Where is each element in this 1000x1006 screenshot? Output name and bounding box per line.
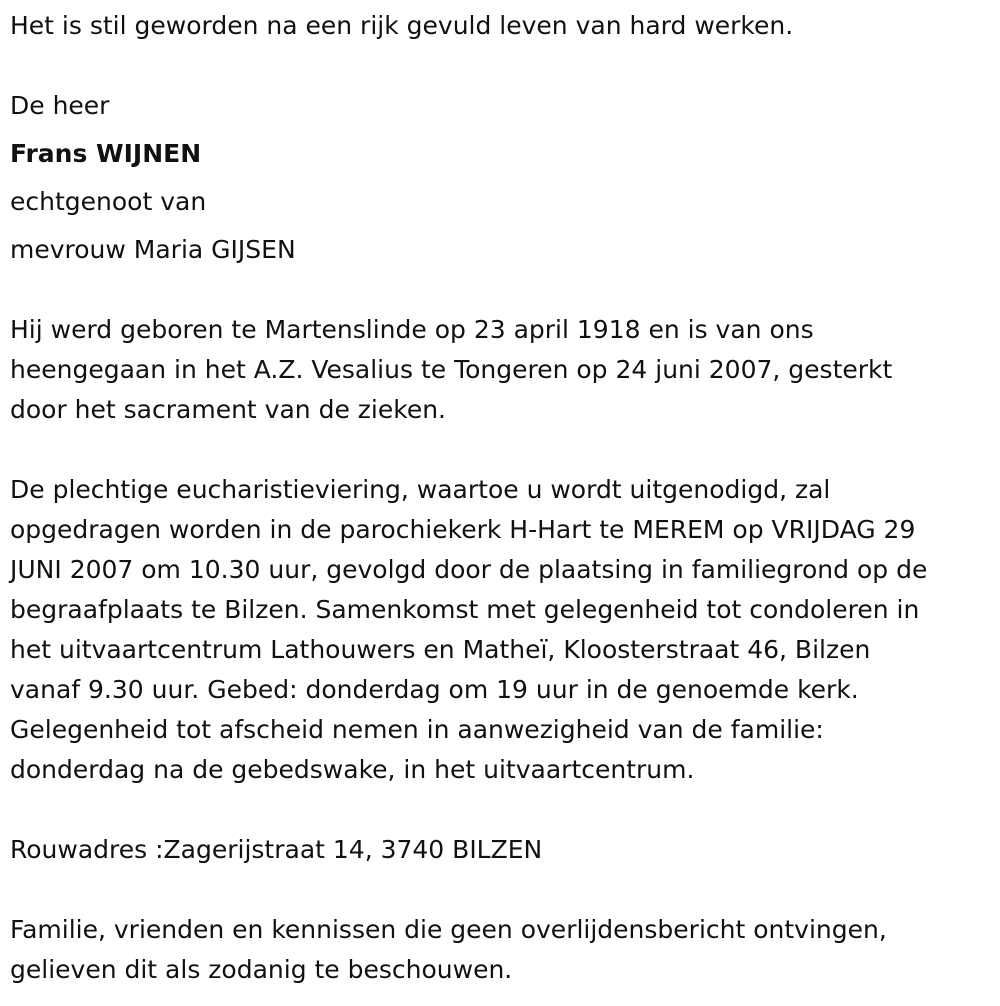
paragraph-line: De plechtige eucharistieviering, waartoe u wordt uitgenodigd, zal — [10, 475, 831, 504]
paragraph-line: begraafplaats te Bilzen. Samenkomst met gelegenheid tot condoleren in — [10, 595, 920, 624]
paragraph-line: Hij werd geboren te Martenslinde op 23 april 1918 en is van ons — [10, 315, 814, 344]
paragraph-line: gelieven dit als zodanig te beschouwen. — [10, 955, 513, 984]
deceased-block — [10, 82, 990, 274]
paragraph-line: het uitvaartcentrum Lathouwers en Matheï, Kloosterstraat 46, Bilzen — [10, 635, 871, 664]
deceased-name: Frans WIJNEN — [10, 139, 202, 168]
paragraph-line: donderdag na de gebedswake, in het uitvaartcentrum. — [10, 755, 695, 784]
spouse-name: mevrouw Maria GIJSEN — [10, 235, 296, 264]
address-paragraph — [10, 830, 990, 870]
relation-label: echtgenoot van — [10, 187, 207, 216]
paragraph-line: JUNI 2007 om 10.30 uur, gevolgd door de plaatsing in familiegrond op de — [10, 555, 928, 584]
honorific-title: De heer — [10, 91, 110, 120]
paragraph-line: door het sacrament van de zieken. — [10, 395, 446, 424]
paragraph-line: Familie, vrienden en kennissen die geen overlijdensbericht ontvingen, — [10, 915, 887, 944]
paragraph-line: Gelegenheid tot afscheid nemen in aanwezigheid van de familie: — [10, 715, 824, 744]
paragraph-line: opgedragen worden in de parochiekerk H-Hart te MEREM op VRIJDAG 29 — [10, 515, 916, 544]
opening-sentence: Het is stil geworden na een rijk gevuld leven van hard werken. — [10, 11, 794, 40]
ceremony-paragraph — [10, 470, 990, 790]
paragraph-line: vanaf 9.30 uur. Gebed: donderdag om 19 uur in de genoemde kerk. — [10, 675, 859, 704]
birth-death-paragraph — [10, 310, 990, 430]
mourning-address: Rouwadres :Zagerijstraat 14, 3740 BILZEN — [10, 835, 543, 864]
paragraph-line: heengegaan in het A.Z. Vesalius te Tongeren op 24 juni 2007, gesterkt — [10, 355, 893, 384]
closing-paragraph — [10, 910, 990, 990]
